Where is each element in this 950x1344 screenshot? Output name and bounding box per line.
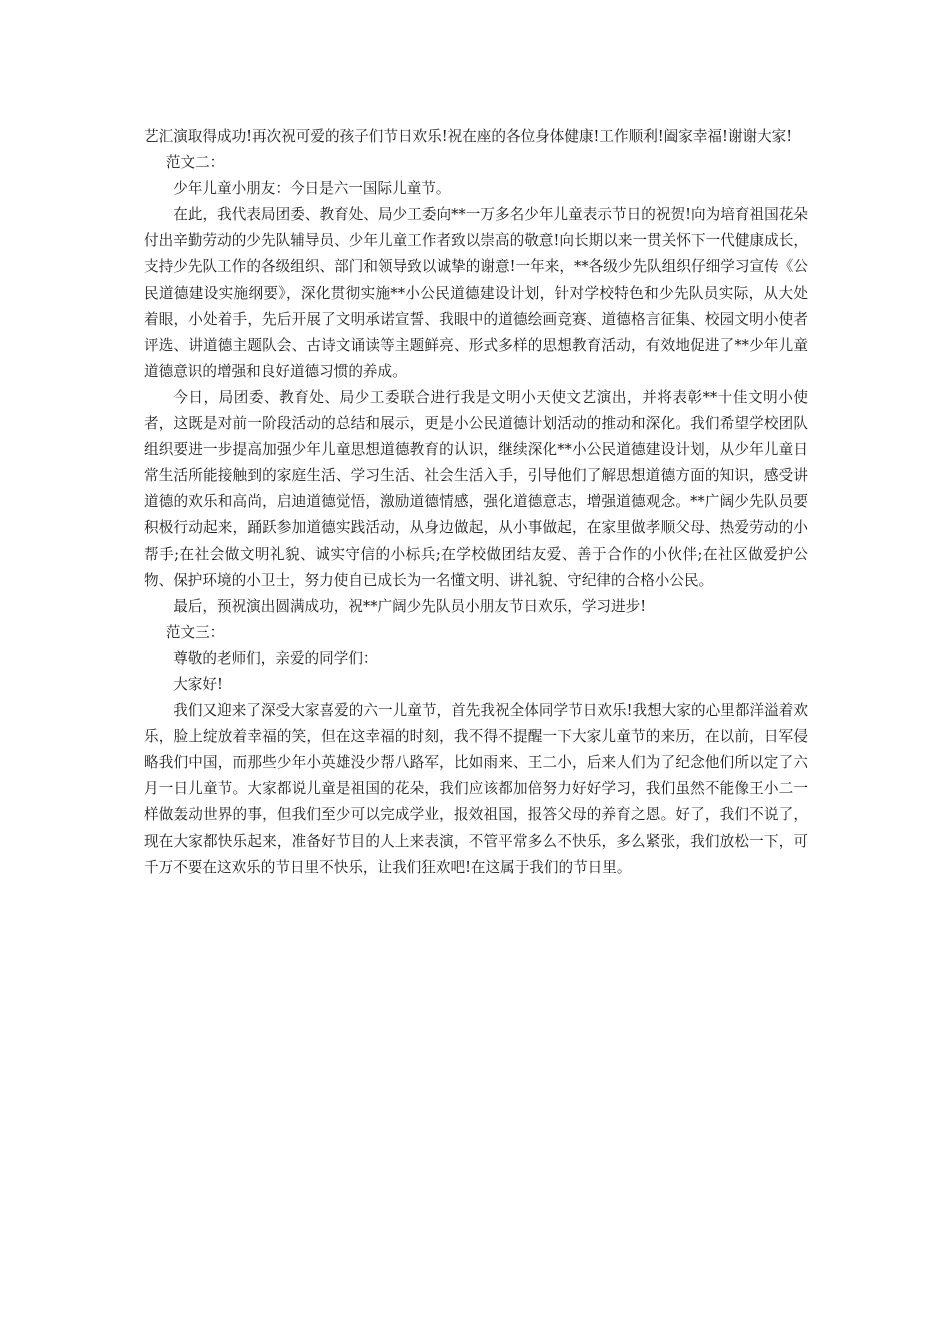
paragraph: 最后，预祝演出圆满成功，祝**广阔少先队员小朋友节日欢乐，学习进步! (173, 597, 647, 615)
paragraph: 大家好! (173, 675, 223, 693)
paragraph: 在此，我代表局团委、教育处、局少工委向**一万多名少年儿童表示节日的祝贺!向为培育祖国花朵付出辛勤劳动的少先队辅导员、少年儿童工作者致以崇高的敬意!向长期以来一贯关怀下一代健康成长，支持少先队工作的各级组织、部门和领导致以诚挚的谢意!一年来，**各级少先队组织仔细学习宣传《公民道德建设实施纲要》，深化贯彻实施**小公民道德建设计划，针对学校特色和少先队员实际，从大处着眼，小处着手，先后开展了文明承诺宣誓、我眼中的道德绘画竞赛、道德格言征集、校园文明小使者评选、讲道德主题队会、古诗文诵读等主题鲜亮、形式多样的思想教育活动，有效地促进了**少年儿童道德意识的增强和良好道德习惯的养成。 (144, 206, 808, 380)
paragraph: 我们又迎来了深受大家喜爱的六一儿童节，首先我祝全体同学节日欢乐!我想大家的心里都洋溢着欢乐，脸上绽放着幸福的笑，但在这幸福的时刻，我不得不提醒一下大家儿童节的来历，在以前，日军侵略我们中国，而那些少年小英雄没少帮八路军，比如雨来、王二小，后来人们为了纪念他们所以定了六月一日儿童节。大家都说儿童是祖国的花朵，我们应该都加倍努力好好学习，我们虽然不能像王小二一样做轰动世界的事，但我们至少可以完成学业，报效祖国，报答父母的养育之恩。好了，我们不说了，现在大家都快乐起来，准备好节目的人上来表演，不管平常多么不快乐，多么紧张，我们放松一下，可千万不要在这欢乐的节日里不快乐，让我们狂欢吧!在这属于我们的节日里。 (144, 702, 808, 876)
paragraph: 今日，局团委、教育处、局少工委联合进行我是文明小天使文艺演出，并将表彰**十佳文明小使者，这既是对前一阶段活动的总结和展示，更是小公民道德计划活动的推动和深化。我们希望学校团队组织要进一步提高加强少年儿童思想道德教育的认识，继续深化**小公民道德建设计划，从少年儿童日常生活所能接触到的家庭生活、学习生活、社会生活入手，引导他们了解思想道德方面的知识，感受讲道德的欢乐和高尚，启迪道德觉悟，激励道德情感，强化道德意志，增强道德观念。**广阔少先队员要积极行动起来，踊跃参加道德实践活动，从身边做起，从小事做起，在家里做孝顺父母、热爱劳动的小帮手;在社会做文明礼貌、诚实守信的小标兵;在学校做团结友爱、善于合作的小伙伴;在社区做爱护公物、保护环境的小卫士，努力使自已成长为一名懂文明、讲礼貌、守纪律的合格小公民。 (144, 388, 808, 589)
paragraph: 少年儿童小朋友：今日是六一国际儿童节。 (173, 180, 451, 198)
paragraph: 尊敬的老师们，亲爱的同学们： (173, 649, 378, 667)
document-body (144, 124, 808, 881)
section-heading-3: 范文三： (165, 623, 225, 641)
paragraph-continuation: 艺汇演取得成功!再次祝可爱的孩子们节日欢乐!祝在座的各位身体健康!工作顺利!阖家幸福!谢谢大家! (144, 128, 793, 145)
section-heading-2: 范文二： (165, 154, 225, 172)
